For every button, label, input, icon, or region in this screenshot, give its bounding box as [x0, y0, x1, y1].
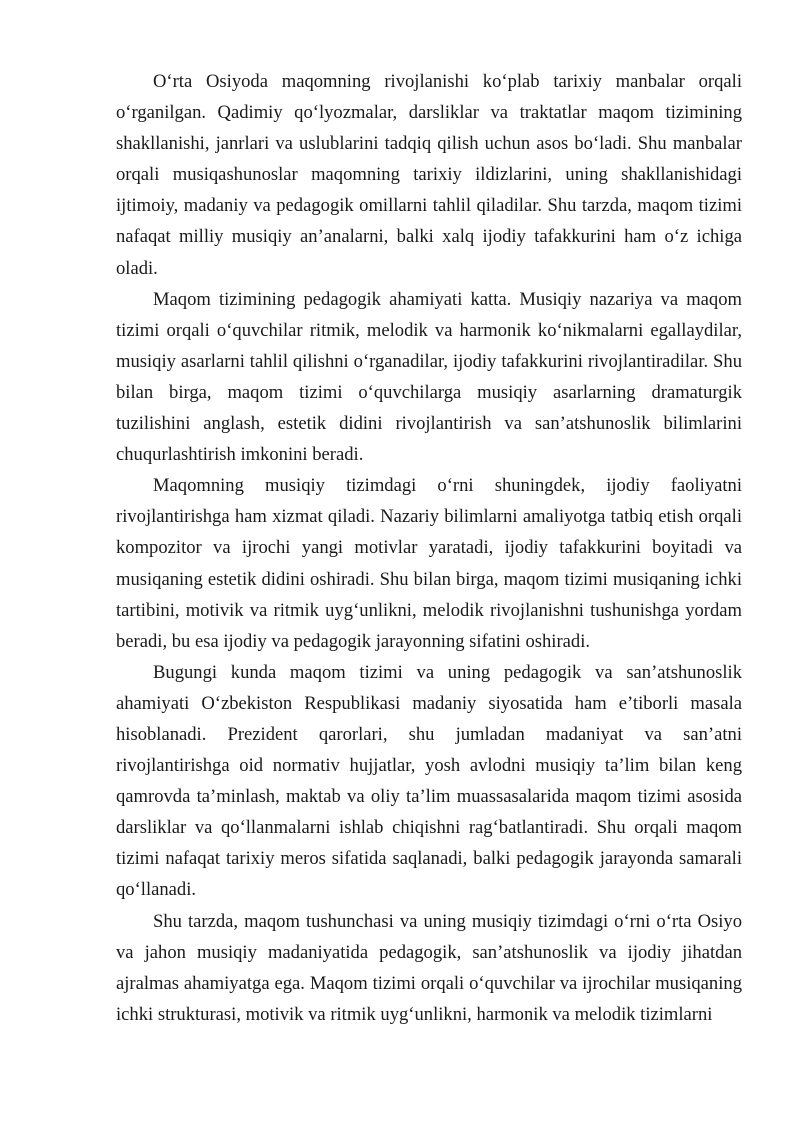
- paragraph-5: Shu tarzda, maqom tushunchasi va uning musiqiy tizimdagi o‘rni o‘rta Osiyo va jahon musiqiy madaniyatida pedagogik, san’atshunoslik va ijodiy jihatdan ajralmas ahamiyatga ega. Maqom tizimi orqali o‘quvchilar va ijrochilar musiqaning ichki strukturasi, motivik va ritmik uyg‘unlikni, harmonik va melodik tizimlarni: [116, 910, 742, 1025]
- paragraph-3: Maqomning musiqiy tizimdagi o‘rni shuningdek, ijodiy faoliyatni rivojlantirishga ham xizmat qiladi. Nazariy bilimlarni amaliyotga tatbiq etish orqali kompozitor va ijrochi yangi motivlar yaratadi, ijodiy tafakkurini boyitadi va musiqaning estetik didini oshiradi. Shu bilan birga, maqom tizimi musiqaning ichki tartibini, motivik va ritmik uyg‘unlikni, melodik rivojlanishni tushunishga yordam beradi, bu esa ijodiy va pedagogik jarayonning sifatini oshiradi.: [116, 475, 742, 652]
- paragraph-4: Bugungi kunda maqom tizimi va uning pedagogik va san’atshunoslik ahamiyati O‘zbekiston Respublikasi madaniy siyosatida ham e’tiborli masala hisoblanadi. Prezident qarorlari, shu jumladan madaniyat va san’atni rivojlantirishga oid normativ hujjatlar, yosh avlodni musiqiy ta’lim bilan keng qamrovda ta’minlash, maktab va oliy ta’lim muassasalarida maqom tizimi asosida darsliklar va qo‘llanmalarni ishlab chiqishni rag‘batlantiradi. Shu orqali maqom tizimi nafaqat tarixiy meros sifatida saqlanadi, balki pedagogik jarayonda samarali qo‘llanadi.: [116, 661, 742, 901]
- document-page: [116, 66, 742, 1030]
- paragraph-1: O‘rta Osiyoda maqomning rivojlanishi ko‘plab tarixiy manbalar orqali o‘rganilgan. Qadimiy qo‘lyozmalar, darsliklar va traktatlar maqom tizimining shakllanishi, janrlari va uslublarini tadqiq qilish uchun asos bo‘ladi. Shu manbalar orqali musiqashunoslar maqomning tarixiy ildizlarini, uning shakllanishidagi ijtimoiy, madaniy va pedagogik omillarni tahlil qiladilar. Shu tarzda, maqom tizimi nafaqat milliy musiqiy an’analarni, balki xalq ijodiy tafakkurini ham o‘z ichiga oladi.: [116, 71, 742, 279]
- paragraph-2: Maqom tizimining pedagogik ahamiyati katta. Musiqiy nazariya va maqom tizimi orqali o‘quvchilar ritmik, melodik va harmonik ko‘nikmalarni egallaydilar, musiqiy asarlarni tahlil qilishni o‘rganadilar, ijodiy tafakkurini rivojlantiradilar. Shu bilan birga, maqom tizimi o‘quvchilarga musiqiy asarlarning dramaturgik tuzilishini anglash, estetik didini rivojlantirish va san’atshunoslik bilimlarini chuqurlashtirish imkonini beradi.: [116, 288, 742, 466]
